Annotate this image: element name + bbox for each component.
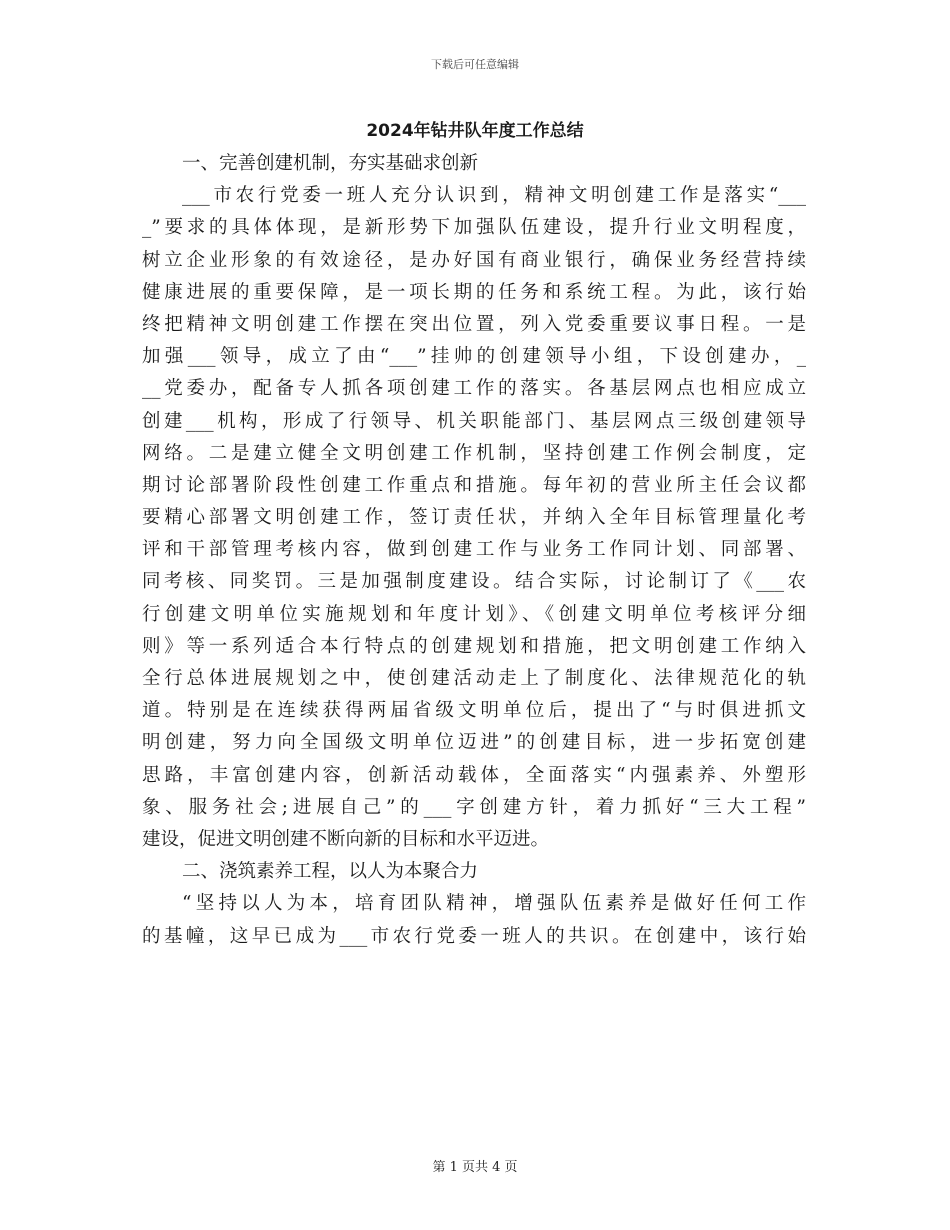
text-line: 建设，促进文明创建不断向新的目标和水平迈进。 bbox=[142, 828, 550, 850]
text-line: 健康进展的重要保障，是一项长期的任务和系统工程。为此，该行始 bbox=[142, 281, 806, 303]
text-line: 要精心部署文明创建工作，签订责任状，并纳入全年目标管理量化考 bbox=[142, 507, 806, 529]
text-line: 评和干部管理考核内容，做到创建工作与业务工作同计划、同部署、 bbox=[142, 539, 806, 561]
text-line: 一、完善创建机制，夯实基础求创新 bbox=[182, 153, 479, 174]
document-body bbox=[142, 148, 806, 953]
text-line: “坚持以人为本，培育团队精神，增强队伍素养是做好任何工作 bbox=[182, 893, 806, 915]
text-line: 思路，丰富创建内容，创新活动载体，全面落实“内强素养、外塑形 bbox=[142, 764, 806, 786]
text-line: 期讨论部署阶段性创建工作重点和措施。每年初的营业所主任会议都 bbox=[142, 474, 806, 496]
text-line: 象、服务社会;进展自己”的___字创建方针，着力抓好“三大工程” bbox=[142, 796, 806, 818]
text-line: 终把精神文明创建工作摆在突出位置，列入党委重要议事日程。一是 bbox=[142, 313, 806, 335]
text-line: 同考核、同奖罚。三是加强制度建设。结合实际，讨论制订了《___农 bbox=[142, 571, 806, 593]
text-line: 道。特别是在连续获得两届省级文明单位后，提出了“与时俱进抓文 bbox=[142, 700, 806, 722]
text-line: 二、浇筑素养工程，以人为本聚合力 bbox=[182, 861, 479, 883]
text-line: 则》等一系列适合本行特点的创建规划和措施，把文明创建工作纳入 bbox=[142, 635, 806, 657]
text-line: _”要求的具体体现，是新形势下加强队伍建设，提升行业文明程度， bbox=[142, 217, 806, 239]
text-line: 行创建文明单位实施规划和年度计划》、《创建文明单位考核评分细 bbox=[142, 603, 806, 625]
text-line: 全行总体进展规划之中，使创建活动走上了制度化、法律规范化的轨 bbox=[142, 668, 806, 689]
document-title: 2024年钻井队年度工作总结 bbox=[366, 121, 584, 141]
page-header: 下载后可任意编辑 bbox=[431, 58, 519, 71]
text-line: 加强___领导，成立了由“___”挂帅的创建领导小组，下设创建办，_ bbox=[142, 346, 806, 368]
page-footer: 第 1 页共 4 页 bbox=[432, 1160, 518, 1175]
text-line: 树立企业形象的有效途径，是办好国有商业银行，确保业务经营持续 bbox=[142, 249, 806, 271]
text-line: ___市农行党委一班人充分认识到，精神文明创建工作是落实“___ bbox=[182, 185, 806, 207]
text-line: 创建___机构，形成了行领导、机关职能部门、基层网点三级创建领导 bbox=[142, 410, 806, 432]
text-line: __党委办，配备专人抓各项创建工作的落实。各基层网点也相应成立 bbox=[142, 378, 806, 400]
text-line: 网络。二是建立健全文明创建工作机制，坚持创建工作例会制度，定 bbox=[142, 442, 806, 464]
text-line: 明创建，努力向全国级文明单位迈进”的创建目标，进一步拓宽创建 bbox=[142, 732, 806, 754]
text-line: 的基幢，这早已成为___市农行党委一班人的共识。在创建中，该行始 bbox=[142, 925, 806, 947]
